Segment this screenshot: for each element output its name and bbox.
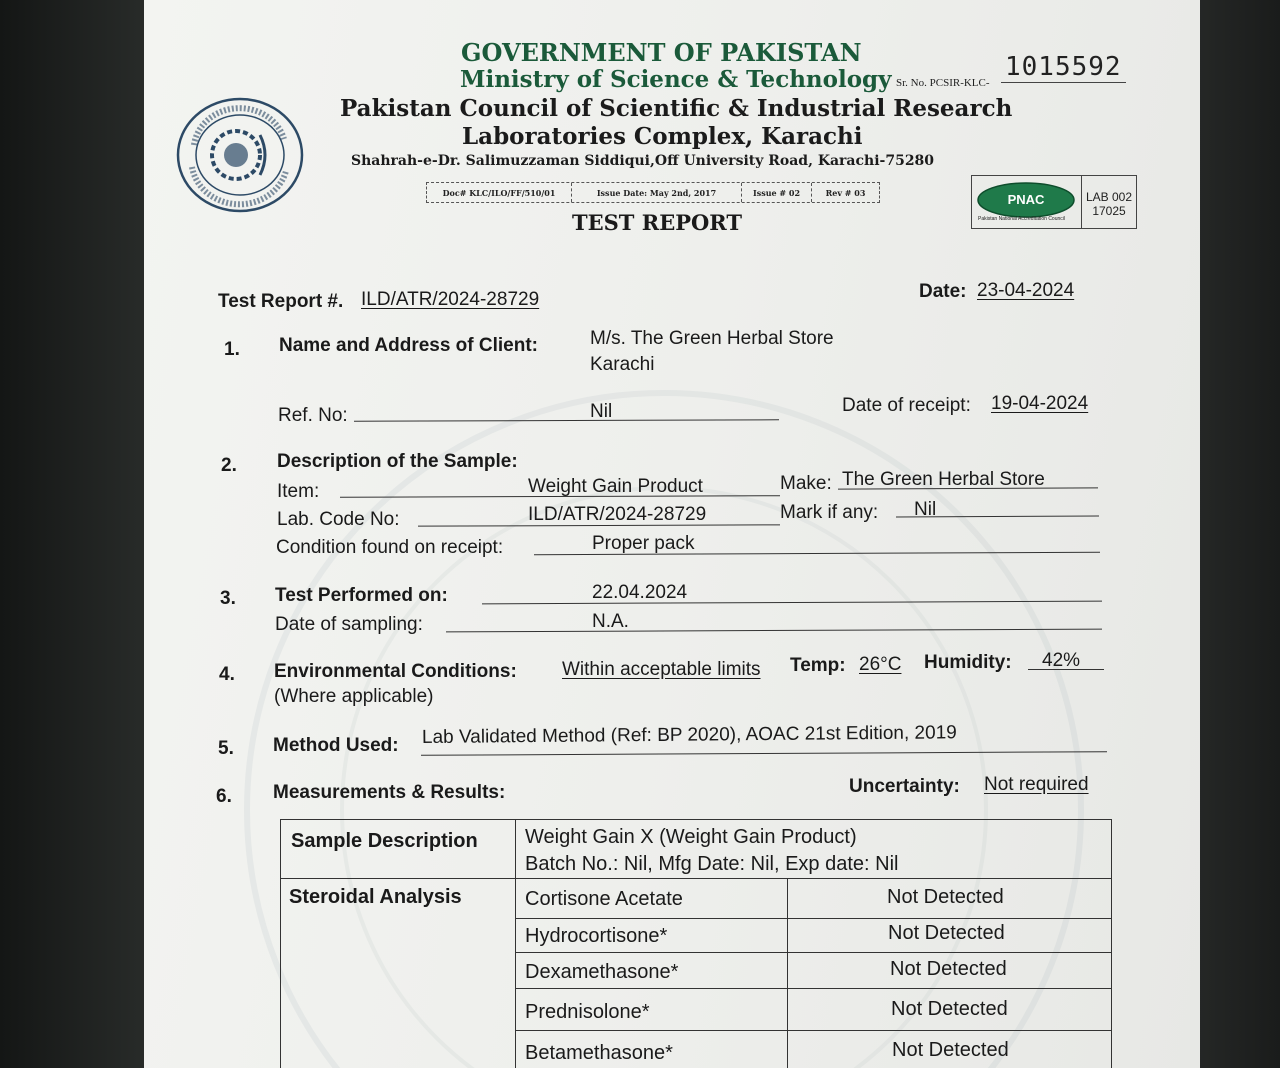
test-performed-value: 22.04.2024: [592, 582, 688, 603]
address-line: Shahrah-e-Dr. Salimuzzaman Siddiqui,Off University Road, Karachi-75280: [351, 153, 935, 169]
issue-date: Issue Date: May 2nd, 2017: [572, 183, 742, 202]
lab-accreditation-number: LAB 002 17025: [1085, 190, 1133, 218]
government-heading: GOVERNMENT OF PAKISTAN: [461, 38, 862, 67]
sampling-label: Date of sampling:: [275, 614, 423, 635]
ref-label: Ref. No:: [278, 405, 348, 426]
method-value: Lab Validated Method (Ref: BP 2020), AOAC 21st Edition, 2019: [421, 722, 957, 748]
item-label: Item:: [277, 481, 320, 502]
table-row-compound: Cortisone Acetate: [525, 888, 683, 910]
table-row-result: Not Detected: [892, 1039, 1009, 1061]
pnac-logo: PNAC Pakistan National Accreditation Council: [972, 176, 1082, 228]
table-row-compound: Betamethasone*: [525, 1042, 673, 1064]
section-6-number: 6.: [216, 786, 232, 807]
test-report-document: [144, 0, 1200, 1068]
complex-heading: Laboratories Complex, Karachi: [462, 123, 863, 150]
document-control-bar: [426, 182, 880, 203]
results-table: [280, 819, 1112, 1068]
table-row-result: Not Detected: [887, 886, 1004, 908]
section-4-number: 4.: [219, 664, 235, 685]
section-3-number: 3.: [220, 588, 236, 609]
receipt-label: Date of receipt:: [842, 395, 971, 416]
client-city: Karachi: [590, 354, 655, 375]
env-conditions-label: Environmental Conditions:: [274, 661, 517, 682]
report-date-label: Date:: [919, 281, 967, 302]
env-note: (Where applicable): [274, 686, 434, 707]
measurements-label: Measurements & Results:: [273, 782, 506, 803]
test-performed-label: Test Performed on:: [275, 585, 448, 606]
lab-code-label: Lab. Code No:: [277, 509, 400, 530]
pcsir-seal: [174, 95, 306, 215]
mark-label: Mark if any:: [780, 502, 879, 523]
client-name: M/s. The Green Herbal Store: [590, 328, 834, 349]
method-label: Method Used:: [273, 735, 399, 756]
section-1-number: 1.: [224, 339, 240, 360]
temp-value: 26°C: [859, 654, 902, 675]
item-value: Weight Gain Product: [528, 476, 703, 497]
table-row-result: Not Detected: [891, 998, 1008, 1020]
report-title: TEST REPORT: [572, 210, 742, 235]
ref-value: Nil: [590, 401, 613, 422]
lab-code-value: ILD/ATR/2024-28729: [528, 504, 707, 525]
section-5-number: 5.: [218, 738, 234, 759]
report-date-value: 23-04-2024: [977, 280, 1075, 301]
receipt-value: 19-04-2024: [991, 393, 1089, 414]
report-number-value: ILD/ATR/2024-28729: [361, 289, 540, 310]
mark-value: Nil: [914, 499, 937, 520]
council-heading: Pakistan Council of Scientific & Industrial Research: [340, 95, 1013, 122]
client-label: Name and Address of Client:: [279, 335, 539, 356]
make-label: Make:: [780, 473, 832, 494]
humidity-label: Humidity:: [924, 652, 1012, 673]
condition-label: Condition found on receipt:: [276, 537, 504, 558]
table-row-compound: Dexamethasone*: [525, 961, 679, 983]
background-left: [0, 0, 160, 1068]
ministry-heading: Ministry of Science & Technology: [460, 66, 892, 93]
condition-value: Proper pack: [592, 533, 695, 554]
serial-number: 1015592: [1001, 52, 1126, 83]
issue-number: Issue # 02: [742, 183, 812, 202]
uncertainty-value: Not required: [984, 774, 1089, 795]
sample-desc-label: Description of the Sample:: [277, 451, 518, 472]
pnac-accreditation-box: [971, 175, 1137, 229]
table-row-compound: Hydrocortisone*: [525, 925, 668, 947]
sample-description-line1: Weight Gain X (Weight Gain Product): [525, 826, 857, 848]
report-number-label: Test Report #.: [218, 291, 344, 312]
make-value: The Green Herbal Store: [842, 469, 1045, 490]
env-conditions-value: Within acceptable limits: [562, 659, 761, 680]
sample-description-line2: Batch No.: Nil, Mfg Date: Nil, Exp date: Nil: [525, 853, 899, 875]
uncertainty-label: Uncertainty:: [849, 776, 960, 797]
table-row-compound: Prednisolone*: [525, 1001, 650, 1023]
section-2-number: 2.: [221, 455, 237, 476]
doc-number: Doc# KLC/ILO/FF/510/01: [427, 183, 572, 202]
table-row-result: Not Detected: [888, 922, 1005, 944]
sample-description-header: Sample Description: [291, 830, 478, 852]
revision-number: Rev # 03: [825, 187, 866, 198]
serial-label: Sr. No. PCSIR-KLC-: [896, 77, 990, 89]
steroidal-analysis-header: Steroidal Analysis: [289, 886, 462, 908]
temp-label: Temp:: [790, 655, 846, 676]
sampling-value: N.A.: [592, 611, 629, 632]
table-row-result: Not Detected: [890, 958, 1007, 980]
humidity-value: 42%: [1042, 650, 1081, 671]
